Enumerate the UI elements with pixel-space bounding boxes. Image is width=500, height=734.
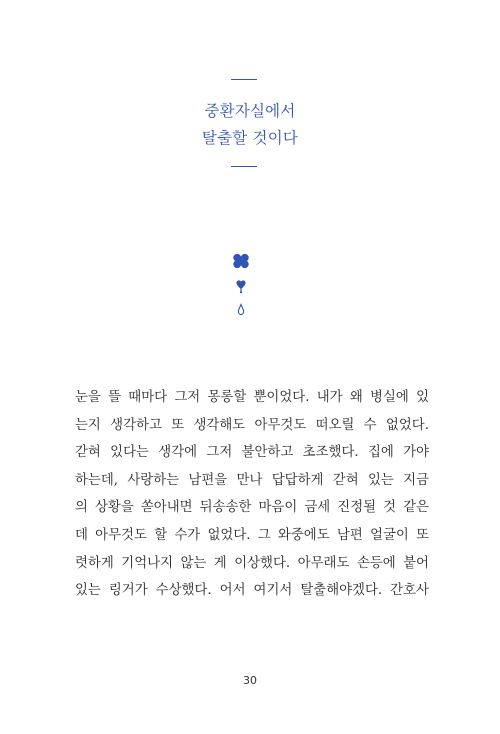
droplet-icon — [238, 305, 243, 315]
page-number: 30 — [243, 674, 257, 687]
title-rule-top — [231, 79, 257, 80]
clover-icon — [233, 254, 248, 268]
chapter-title-line-2: 탈출할 것이다 — [201, 129, 299, 147]
body-line: 렷하게 기억나지 않는 게 이상했다. 아무래도 손등에 붙어 — [75, 555, 429, 571]
body-line: 는지 생각하고 또 생각해도 아무것도 떠오릴 수 없었다. — [75, 417, 429, 433]
body-line: 데 아무것도 할 수가 없었다. 그 와중에도 남편 얼굴이 또 — [75, 527, 430, 543]
body-line: 있는 링거가 수상했다. 어서 여기서 탈출해야겠다. 간호사 — [75, 583, 429, 599]
body-line: 의 상황을 쏟아내면 뒤송송한 마음이 금세 진정될 것 같은 — [75, 500, 429, 516]
body-line: 갇혀 있다는 생각에 그저 불안하고 초조했다. 집에 가야 — [75, 445, 429, 461]
body-paragraph — [75, 384, 429, 605]
body-line: 눈을 뜰 때마다 그저 몽롱할 뿐이었다. 내가 왜 병실에 있 — [75, 390, 430, 405]
title-rule-bottom — [231, 166, 257, 167]
heart-drip-icon — [236, 280, 245, 293]
body-line: 하는데, 사랑하는 남편을 만나 답답하게 갇혀 있는 지금 — [75, 472, 429, 488]
chapter-title-line-1: 중환자실에서 — [204, 102, 296, 120]
ornament — [0, 251, 500, 321]
ornament-graphic — [226, 251, 256, 321]
chapter-title — [0, 98, 500, 152]
